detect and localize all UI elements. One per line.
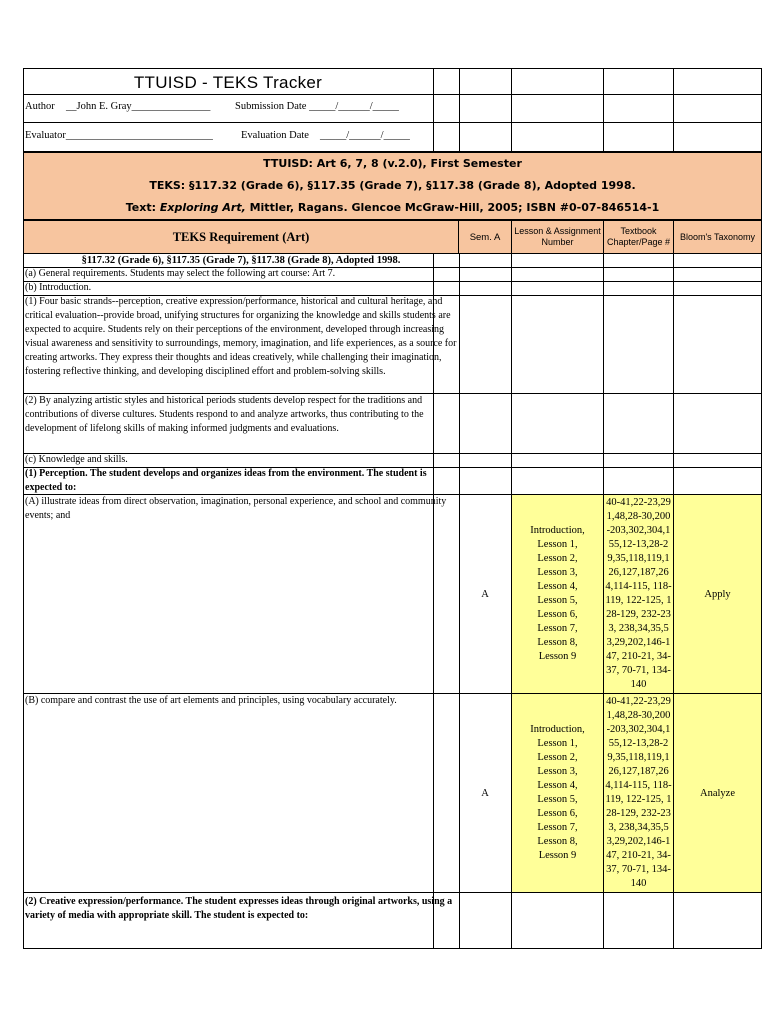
- lesson-item: Lesson 5,: [537, 794, 578, 805]
- knowledge-skills-heading: (c) Knowledge and skills.: [25, 454, 128, 465]
- author-label: Author: [25, 101, 55, 112]
- column-header-blooms: Bloom's Taxonomy: [673, 220, 762, 254]
- page-title: TTUISD - TEKS Tracker: [133, 73, 323, 92]
- lesson-item: Lesson 4,: [537, 581, 578, 592]
- lesson-item: Lesson 1,: [537, 738, 578, 749]
- author-value[interactable]: __John E. Gray_______________: [66, 101, 211, 112]
- course-title: TTUISD: Art 6, 7, 8 (v.2.0), First Semester: [263, 157, 522, 170]
- requirement-1b: (B) compare and contrast the use of art elements and principles, using vocabulary accurately.: [25, 695, 397, 706]
- lesson-item: Introduction,: [530, 724, 585, 735]
- lesson-item: Lesson 3,: [537, 567, 578, 578]
- general-requirements: (a) General requirements. Students may select the following art course: Art 7.: [25, 268, 336, 279]
- introduction-strands: (1) Four basic strands--perception, creative expression/performance, historical and cultural heritage, and critical evaluation--provide broad, unifying structures for organizing the knowledge and skills students are expected to acquire. Students rely on their perceptions of the environment, developed through increasing visual awareness and sensitivity to surroundings, memory, imagination, and life experiences, as a source for creating artworks. They express their thoughts and ideas creatively, while challenging their imagination, fostering reflective thinking, and developing disciplined effort and problem-solving skills.: [25, 296, 457, 377]
- entry-pages: 40-41,22-23,291,48,28-30,200-203,302,304,155,12-13,28-29,35,118,119,126,127,187,264,114-115, 118-119, 122-125, 128-129, 232-233, 238,34,35,53,29,202,146-147, 210-21, 34-37, 70-71, 134-140: [604, 495, 673, 693]
- introduction-cultures: (2) By analyzing artistic styles and historical periods students develop respect for the traditions and contributions of diverse cultures. Students respond to and analyze artworks, thus contributing to the development of lifelong skills of making informed judgments and evaluations.: [25, 395, 424, 434]
- lesson-item: Lesson 1,: [537, 539, 578, 550]
- evaluation-date-field[interactable]: _____/______/_____: [320, 130, 410, 141]
- entry-blooms: Apply: [674, 495, 761, 693]
- lesson-item: Lesson 9: [538, 651, 577, 662]
- standard-heading: §117.32 (Grade 6), §117.35 (Grade 7), §117.38 (Grade 8), Adopted 1998.: [81, 255, 401, 266]
- lesson-item: Lesson 7,: [537, 822, 578, 833]
- evaluator-field[interactable]: Evaluator____________________________: [25, 130, 213, 141]
- lesson-item: Lesson 2,: [537, 553, 578, 564]
- column-header-lesson: Lesson & Assignment Number: [511, 220, 604, 254]
- entry-sem: A: [481, 588, 489, 600]
- submission-date-field[interactable]: Submission Date _____/______/_____: [235, 101, 399, 112]
- lesson-item: Introduction,: [530, 525, 585, 536]
- introduction-heading: (b) Introduction.: [25, 282, 92, 293]
- lesson-item: Lesson 4,: [537, 780, 578, 791]
- lesson-item: Lesson 3,: [537, 766, 578, 777]
- column-header-requirement: TEKS Requirement (Art): [23, 220, 459, 254]
- course-info-band: [23, 152, 762, 220]
- column-header-sem: Sem. A: [458, 220, 512, 254]
- perception-strand: (1) Perception. The student develops and organizes ideas from the environment. The student is expected to:: [25, 468, 427, 493]
- textbook-info: Text: Exploring Art, Mittler, Ragans. Glencoe McGraw-Hill, 2005; ISBN #0-07-846514-1: [125, 201, 660, 214]
- lesson-item: Lesson 7,: [537, 623, 578, 634]
- lesson-item: Lesson 8,: [537, 637, 578, 648]
- lesson-item: Lesson 5,: [537, 595, 578, 606]
- entry-lessons: [512, 694, 603, 892]
- column-header-textbook: Textbook Chapter/Page #: [603, 220, 674, 254]
- teks-standard: TEKS: §117.32 (Grade 6), §117.35 (Grade 7), §117.38 (Grade 8), Adopted 1998.: [149, 179, 636, 192]
- lesson-item: Lesson 6,: [537, 609, 578, 620]
- entry-sem: A: [481, 787, 489, 799]
- creative-expression-strand: (2) Creative expression/performance. The student expresses ideas through original artworks, using a variety of media with appropriate skill. The student is expected to:: [25, 896, 453, 921]
- lesson-item: Lesson 9: [538, 850, 577, 861]
- evaluation-date-label: Evaluation Date: [241, 130, 309, 141]
- lesson-item: Lesson 2,: [537, 752, 578, 763]
- entry-lessons: [512, 495, 603, 693]
- lesson-item: Lesson 6,: [537, 808, 578, 819]
- entry-blooms: Analyze: [674, 694, 761, 892]
- requirement-1a: (A) illustrate ideas from direct observation, imagination, personal experience, and school and community events; and: [25, 496, 447, 521]
- entry-pages: 40-41,22-23,291,48,28-30,200-203,302,304,155,12-13,28-29,35,118,119,126,127,187,264,114-115, 118-119, 122-125, 128-129, 232-233, 238,34,35,53,29,202,146-147, 210-21, 34-37, 70-71, 134-140: [604, 694, 673, 892]
- lesson-item: Lesson 8,: [537, 836, 578, 847]
